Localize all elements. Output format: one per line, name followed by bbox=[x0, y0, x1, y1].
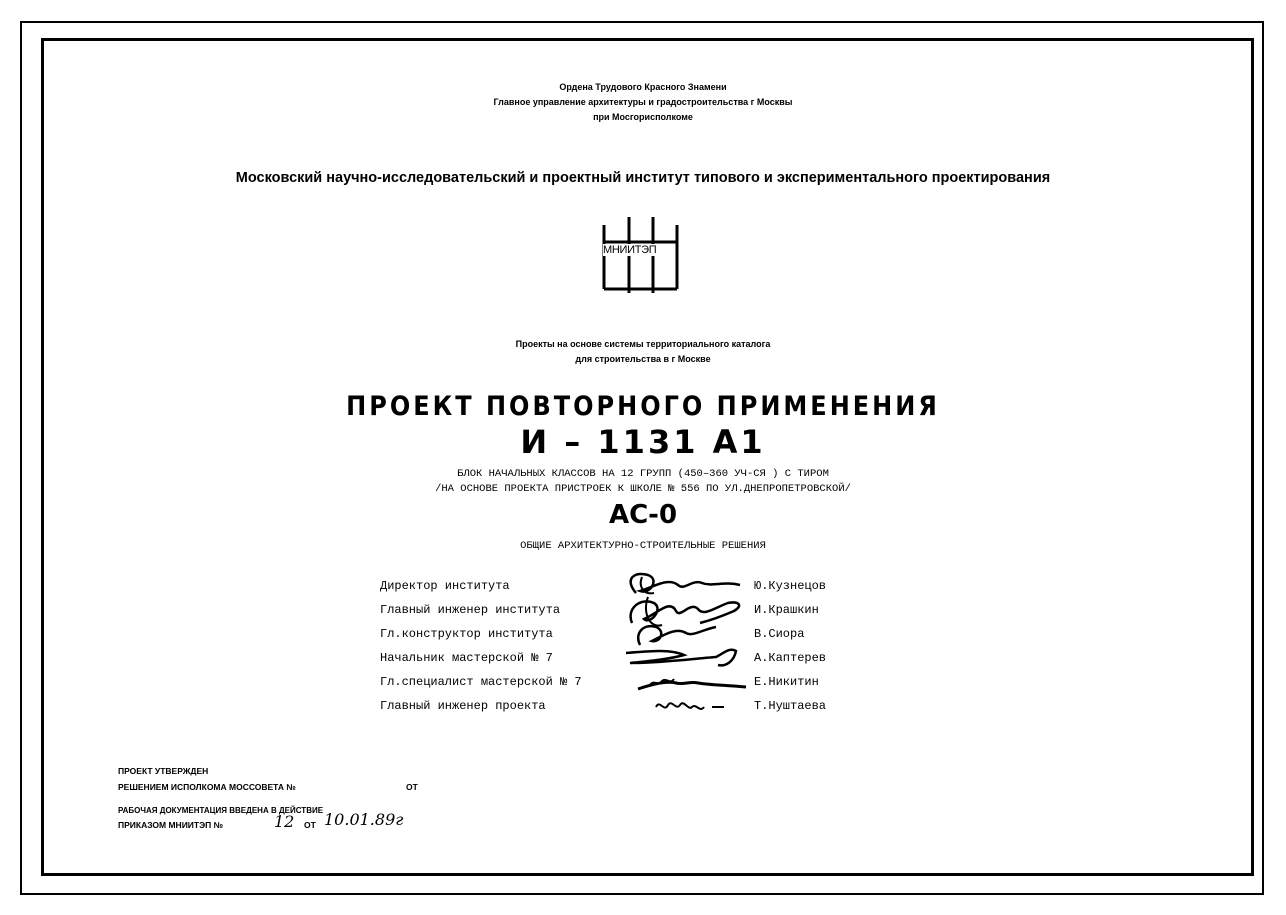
header-line-2: Главное управление архитектуры и градостроительства г Москвы bbox=[493, 97, 793, 107]
approval-order-date: 10.01.89г bbox=[324, 810, 404, 829]
header-line-3: при Мосгорисполкоме bbox=[593, 112, 693, 122]
header-line-1: Ордена Трудового Красного Знамени bbox=[559, 82, 727, 92]
logo-text: МНИИТЭП bbox=[603, 244, 657, 256]
signature-name: Е.Никитин bbox=[754, 675, 819, 689]
approval-order-label: ПРИКАЗОМ МНИИТЭП № bbox=[118, 820, 224, 830]
signature-position: Главный инженер проекта bbox=[380, 699, 546, 713]
signature-position: Гл.конструктор института bbox=[380, 627, 553, 641]
approval-decision-from: ОТ bbox=[406, 782, 418, 792]
institute-name: Московский научно-исследовательский и проектный институт типового и экспериментального проектирования bbox=[235, 170, 1051, 186]
project-description-2: /НА ОСНОВЕ ПРОЕКТА ПРИСТРОЕК К ШКОЛЕ № 556 ПО УЛ.ДНЕПРОПЕТРОВСКОЙ/ bbox=[435, 483, 851, 495]
approval-line-2 bbox=[118, 782, 418, 792]
signature-name: А.Каптерев bbox=[754, 651, 827, 665]
signature-name: В.Сиора bbox=[754, 627, 805, 641]
basis-line-1: Проекты на основе системы территориального каталога bbox=[515, 339, 771, 349]
signature-position: Директор института bbox=[380, 579, 510, 593]
signature-position: Главный инженер института bbox=[380, 603, 561, 617]
project-heading: ПРОЕКТ ПОВТОРНОГО ПРИМЕНЕНИЯ bbox=[346, 390, 940, 422]
project-description-1: БЛОК НАЧАЛЬНЫХ КЛАССОВ НА 12 ГРУПП (450–360 УЧ-СЯ ) С ТИРОМ bbox=[457, 468, 829, 480]
approval-line-3: РАБОЧАЯ ДОКУМЕНТАЦИЯ ВВЕДЕНА В ДЕЙСТВИЕ bbox=[118, 806, 324, 815]
handwritten-signature bbox=[620, 689, 750, 723]
signature-name: Т.Нуштаева bbox=[754, 699, 827, 713]
mniitep-logo bbox=[601, 217, 679, 293]
signature-position: Начальник мастерской № 7 bbox=[380, 651, 553, 665]
approval-decision-label: РЕШЕНИЕМ ИСПОЛКОМА МОССОВЕТА № bbox=[118, 782, 296, 792]
section-title: ОБЩИЕ АРХИТЕКТУРНО-СТРОИТЕЛЬНЫЕ РЕШЕНИЯ bbox=[520, 540, 766, 552]
approval-order-number: 12 bbox=[274, 812, 295, 831]
signature-name: Ю.Кузнецов bbox=[754, 579, 827, 593]
project-code: И – 1131 А1 bbox=[520, 423, 766, 461]
basis-line-2: для строительства в г Москве bbox=[575, 354, 711, 364]
approval-order-from: ОТ bbox=[304, 820, 316, 830]
section-code: АС-0 bbox=[608, 500, 678, 530]
signature-row bbox=[380, 695, 860, 719]
approval-line-1: ПРОЕКТ УТВЕРЖДЕН bbox=[118, 766, 209, 776]
signature-name: И.Крашкин bbox=[754, 603, 819, 617]
signature-position: Гл.специалист мастерской № 7 bbox=[380, 675, 582, 689]
